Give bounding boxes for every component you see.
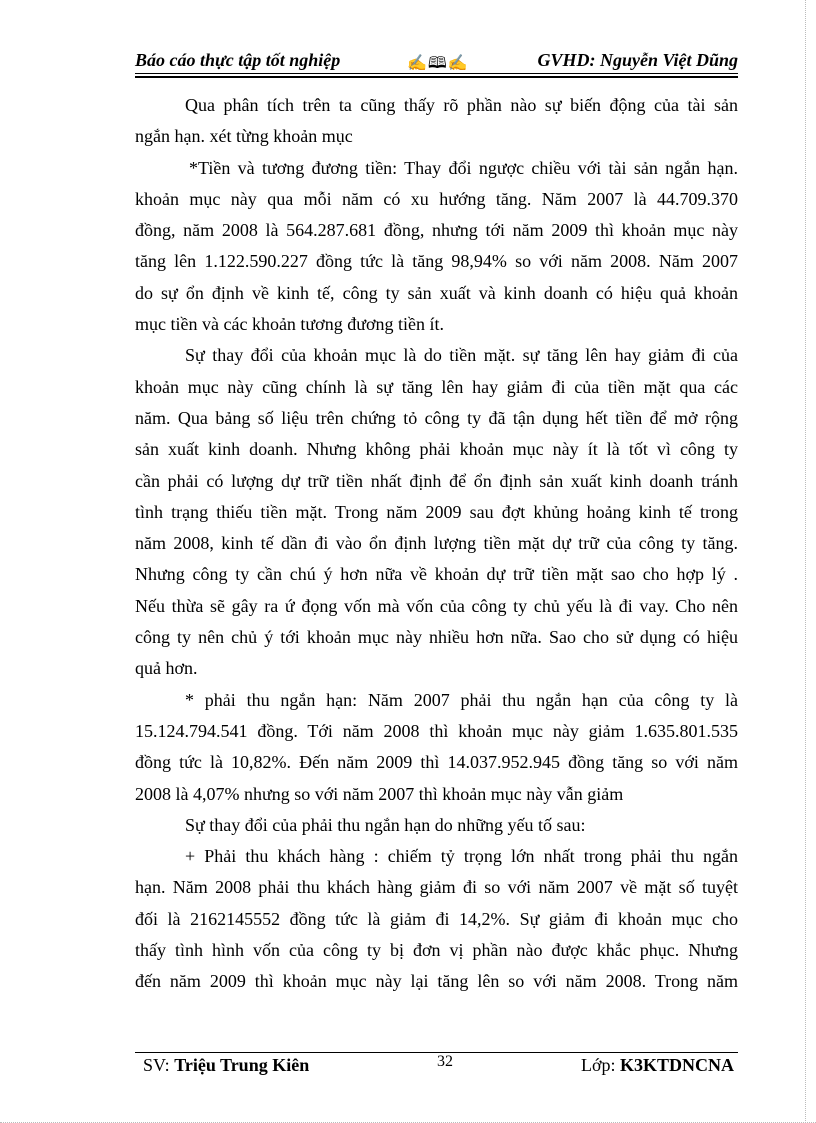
- paragraph-line: [135, 528, 738, 559]
- paragraph-line: [135, 716, 738, 747]
- text-line: đến năm 2009 thì khoản mục này lại tăng lên so với năm 2008. Trong năm: [135, 971, 738, 992]
- class-name: K3KTDNCNA: [619, 1055, 734, 1075]
- page-number: 32: [437, 1053, 453, 1070]
- page-footer: [135, 1053, 738, 1079]
- paragraph-cash-change: [135, 340, 738, 371]
- advisor-name: GVHD: Nguyễn Việt Dũng: [537, 50, 738, 70]
- paragraph-cash: [135, 153, 738, 184]
- text-line: * phải thu ngắn hạn: Năm 2007 phải thu ngắn hạn của công ty là: [185, 689, 738, 710]
- paragraph-receivables-factors: [135, 810, 738, 841]
- text-line: 2008 là 4,07% nhưng so với năm 2007 thì khoản mục này vẫn giảm: [135, 783, 624, 804]
- paragraph-line: [135, 747, 738, 778]
- paragraph-line: [135, 403, 738, 434]
- paragraph-line: [135, 779, 738, 810]
- text-line: tình trạng thiếu tiền mặt. Trong năm 2009 sau đợt khủng hoảng kinh tế trong: [135, 501, 738, 522]
- text-line: quả hơn.: [135, 658, 198, 679]
- paragraph-line: [135, 372, 738, 403]
- paragraph-line: [135, 935, 738, 966]
- student-info: [143, 1055, 309, 1076]
- book-quill-ornament-icon: ✍🕮✍: [407, 55, 469, 72]
- paragraph-line: [135, 653, 738, 684]
- student-name: Triệu Trung Kiên: [174, 1055, 310, 1075]
- paragraph-receivables: [135, 685, 738, 716]
- paragraph-line: [135, 591, 738, 622]
- paragraph-line: [135, 966, 738, 997]
- paragraph-line: [135, 434, 738, 465]
- text-line: khoản mục này cũng chính là sự tăng lên hay giảm đi của tiền mặt qua các: [135, 376, 738, 397]
- paragraph-line: [135, 278, 738, 309]
- paragraph-line: [135, 215, 738, 246]
- page-edge-right: [805, 0, 806, 1123]
- header-rule-thin: [135, 73, 738, 74]
- text-line: mục tiền và các khoản tương đương tiền ít.: [135, 314, 444, 335]
- text-line: tăng lên 1.122.590.227 đồng tức là tăng 98,94% so với năm 2008. Năm 2007: [135, 251, 738, 272]
- text-line: cần phải có lượng dự trữ tiền nhất định để ổn định sản xuất kinh doanh tránh: [135, 470, 738, 491]
- text-line: hạn. Năm 2008 phải thu khách hàng giảm đi so với năm 2007 về mặt số tuyệt: [135, 877, 738, 898]
- paragraph-line: [135, 246, 738, 277]
- text-line: Sự thay đổi của phải thu ngắn hạn do những yếu tố sau:: [185, 814, 586, 835]
- paragraph-line: [135, 309, 738, 340]
- text-line: Sự thay đổi của khoản mục là do tiền mặt. sự tăng lên hay giảm đi của: [185, 345, 738, 366]
- text-line: do sự ổn định về kinh tế, công ty sản xuất và kinh doanh có hiệu quả khoản: [135, 282, 738, 303]
- text-line: đồng, năm 2008 là 564.287.681 đồng, nhưng tới năm 2009 thì khoản mục này: [135, 220, 738, 241]
- document-body: [135, 90, 738, 998]
- text-line: *Tiền và tương đương tiền: Thay đổi ngược chiều với tài sản ngắn hạn.: [189, 157, 738, 178]
- text-line: năm 2008, kinh tế dần đi vào ổn định lượng tiền mặt dự trữ của công ty tăng.: [135, 533, 738, 554]
- text-line: đồng tức là 10,82%. Đến năm 2009 thì 14.037.952.945 đồng tăng so với năm: [135, 752, 738, 773]
- paragraph-intro: [135, 90, 738, 121]
- text-line: Nhưng công ty cần chú ý hơn nữa về khoản dự trữ tiền mặt sao cho hợp lý .: [135, 564, 738, 585]
- text-line: + Phải thu khách hàng : chiếm tỷ trọng lớn nhất trong phải thu ngắn: [185, 846, 738, 867]
- text-line: năm. Qua bảng số liệu trên chứng tỏ công ty đã tận dụng hết tiền để mở rộng: [135, 407, 738, 428]
- paragraph-line: [135, 466, 738, 497]
- class-label: Lớp:: [580, 1055, 620, 1075]
- report-title: Báo cáo thực tập tốt nghiệp: [135, 50, 341, 70]
- paragraph-line: [135, 184, 738, 215]
- text-line: Nếu thừa sẽ gây ra ứ đọng vốn mà vốn của công ty chủ yếu là đi vay. Cho nên: [135, 595, 738, 616]
- text-line: Qua phân tích trên ta cũng thấy rõ phần nào sự biến động của tài sản: [185, 95, 738, 115]
- text-line: 15.124.794.541 đồng. Tới năm 2008 thì khoản mục này giảm 1.635.801.535: [135, 720, 738, 741]
- paragraph-customer-receivables: [135, 841, 738, 872]
- page-header: [135, 50, 738, 74]
- text-line: thấy tình hình vốn của công ty bị đơn vị phần nào được khắc phục. Nhưng: [135, 940, 738, 961]
- paragraph-line: [135, 872, 738, 903]
- student-label: SV:: [143, 1055, 175, 1075]
- paragraph-intro-end: [135, 121, 738, 152]
- text-line: công ty nên chủ ý tới khoản mục này nhiều hơn nữa. Sao cho sử dụng có hiệu: [135, 627, 738, 648]
- paragraph-line: [135, 559, 738, 590]
- paragraph-line: [135, 904, 738, 935]
- paragraph-line: [135, 622, 738, 653]
- class-info: [581, 1055, 734, 1076]
- text-line: đối là 2162145552 đồng tức là giảm đi 14,2%. Sự giảm đi khoản mục cho: [135, 908, 738, 929]
- paragraph-line: [135, 497, 738, 528]
- text-line: sản xuất kinh doanh. Nhưng không phải khoản mục này ít là tốt vì công ty: [135, 439, 738, 460]
- text-line: ngắn hạn. xét từng khoản mục: [135, 126, 353, 147]
- text-line: khoản mục này qua mỗi năm có xu hướng tăng. Năm 2007 là 44.709.370: [135, 188, 738, 209]
- header-rule-thick: [135, 76, 738, 78]
